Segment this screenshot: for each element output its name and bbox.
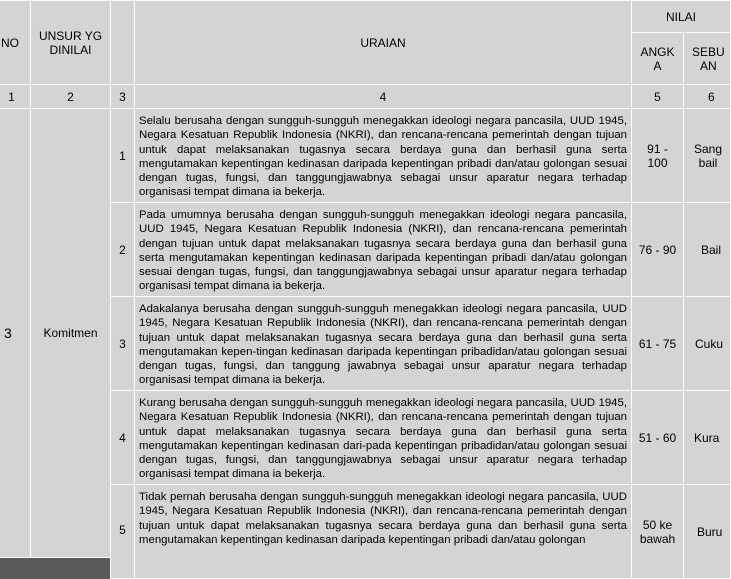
header-sebutan: SEBU AN <box>683 32 731 85</box>
row-sub-3: 3 <box>110 296 135 391</box>
colnum-2: 2 <box>30 84 111 109</box>
section-unsur: Komitmen <box>30 108 111 558</box>
row-sebutan-3: Cuku <box>683 296 731 391</box>
row-sebutan-5: Buru <box>683 484 731 579</box>
header-blank <box>110 0 135 85</box>
row-sebutan-4: Kura <box>683 390 731 485</box>
row-angka-3: 61 - 75 <box>631 296 684 391</box>
header-no: NO <box>0 0 31 85</box>
colnum-5: 5 <box>631 84 684 109</box>
row-sub-2: 2 <box>110 202 135 297</box>
row-uraian-2: Pada umumnya berusaha dengan sungguh-sungguh menegakkan ideologi negara pancasila, UUD 1945, Negara Kesatuan Republik Indonesia (NKRI), dan rencana-rencana pemerintah dengan tujuan untuk dapat melaksanakan tugasnya secara berdaya guna dan berhasil guna serta mengutamakan kepentingan kedinasan daripada kepentingan pribadi dan/atau golongan sesuai dengan tugas, fungsi, dan tanggungjawabnya sebagai unsur aparatur negara terhadap organisasi tempat dimana ia bekerja. <box>134 202 632 297</box>
header-uraian: URAIAN <box>134 0 632 85</box>
header-unsur: UNSUR YG DINILAI <box>30 0 111 85</box>
row-sub-1: 1 <box>110 108 135 203</box>
row-uraian-5: Tidak pernah berusaha dengan sungguh-sungguh menegakkan ideologi negara pancasila, UUD 1945, Negara Kesatuan Republik Indonesia (NKRI), dan rencana-rencana pemerintah dengan tujuan untuk dapat melaksanakan tugasnya secara berdaya guna dan berhasil guna serta mengutamakan kepentingan kedinasan daripada kepentingan pribadi dan/atau golongan <box>134 484 632 579</box>
header-angka: ANGK A <box>631 32 684 85</box>
row-sub-5: 5 <box>110 484 135 579</box>
colnum-1: 1 <box>0 84 31 109</box>
row-uraian-4: Kurang berusaha dengan sungguh-sungguh menegakkan ideologi negara pancasila, UUD 1945, Negara Kesatuan Republik Indonesia (NKRI), dan rencana-rencana pemerintah dengan tujuan untuk dapat melaksanakan tugasnya secara berdaya guna dan berhasil guna serta mengutamakan kepentingan kedinasan dari-pada kepentingan pribadidan/atau golongan sesuai dengan tugas, fungsi, dan tanggungjawabnya sebagai unsur aparatur negara terhadap organisasi tempat dimana ia bekerja. <box>134 390 632 485</box>
row-angka-2: 76 - 90 <box>631 202 684 297</box>
row-uraian-3: Adakalanya berusaha dengan sungguh-sungguh menegakkan ideologi negara pancasila, UUD 1945, Negara Kesatuan Republik Indonesia (NKRI), dan rencana-rencana pemerintah dengan tujuan untuk dapat melaksanakan tugasnya secara berdaya guna dan berhasil guna serta mengutamakan kepen-tingan kedinasan daripada kepentingan pribadidan/atau golongan sesuai dengan tugas, fungsi, dan tanggung jawabnya sebagai unsur aparatur negara terhadap organisasi tempat dimana ia bekerja. <box>134 296 632 391</box>
header-nilai: NILAI <box>631 0 731 33</box>
row-angka-1: 91 - 100 <box>631 108 684 203</box>
row-uraian-1: Selalu berusaha dengan sungguh-sungguh menegakkan ideologi negara pancasila, UUD 1945, Negara Kesatuan Republik Indonesia (NKRI), dan rencana-rencana pemerintah dengan tujuan untuk dapat melaksanakan tugasnya secara berdaya guna dan berhasil guna serta mengutamakan kepentingan kedinasan daripada kepentingan pribadi dan/atau golongan sesuai dengan tugas, fungsi, dan tanggungjawabnya sebagai unsur aparatur negara terhadap organisasi tempat dimana ia bekerja. <box>134 108 632 203</box>
row-angka-5: 50 ke bawah <box>631 484 684 579</box>
colnum-6: 6 <box>683 84 731 109</box>
row-angka-4: 51 - 60 <box>631 390 684 485</box>
row-sebutan-2: Bail <box>683 202 731 297</box>
section-no: 3 <box>0 108 31 558</box>
row-sebutan-1: Sang bail <box>683 108 731 203</box>
colnum-3: 3 <box>110 84 135 109</box>
row-sub-4: 4 <box>110 390 135 485</box>
colnum-4: 4 <box>134 84 632 109</box>
